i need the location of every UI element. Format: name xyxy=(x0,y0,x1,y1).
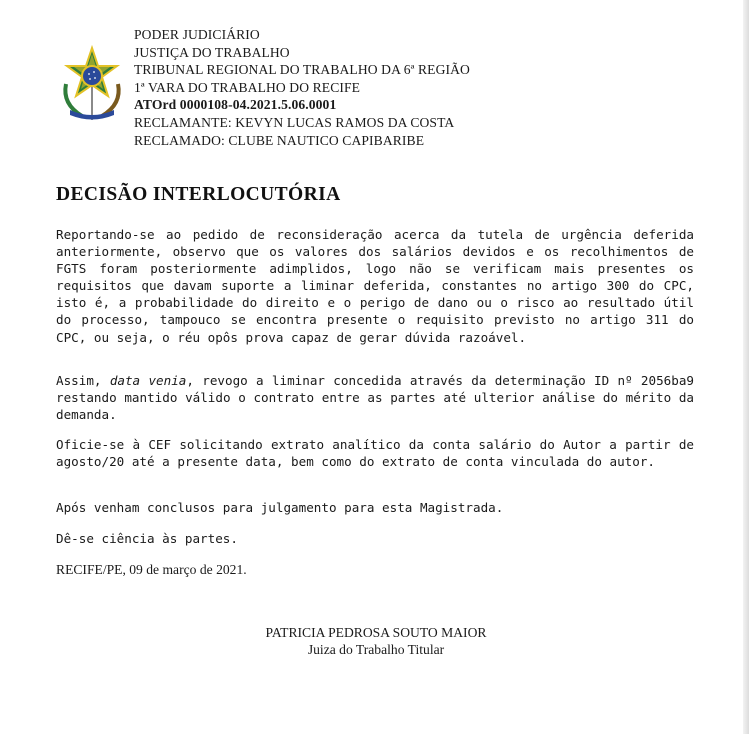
paragraph-conclusion: Após venham conclusos para julgamento para esta Magistrada. xyxy=(56,500,504,515)
date-line: RECIFE/PE, 09 de março de 2021. xyxy=(56,562,247,577)
header-line-labor-justice: JUSTIÇA DO TRABALHO xyxy=(134,44,290,60)
paragraph-revocation xyxy=(56,372,694,423)
header-line-judiciary: PODER JUDICIÁRIO xyxy=(134,27,260,42)
paragraph-reconsideration: Reportando-se ao pedido de reconsideração acerca da tutela de urgência deferida anteriormente, observo que os valores dos salários devidos e os recolhimentos de FGTS foram posteriormente adimplidos, logo não se verificam mais presentes os requisitos que davam suporte a liminar deferida, constantes no artigo 300 do CPC, isto é, a probabilidade do direito e o perigo de dano ou o risco ao resultado útil do processo, tampouco se encontra presente o requisito previsto no artigo 311 do CPC, ou seja, o réu opôs prova capaz de gerar dúvida razoável. xyxy=(56,227,694,345)
page-edge-shadow xyxy=(743,0,749,734)
brazil-coat-of-arms-icon xyxy=(56,44,128,124)
judge-role: Juiza do Trabalho Titular xyxy=(307,642,445,657)
defendant-line: RECLAMADO: CLUBE NAUTICO CAPIBARIBE xyxy=(134,132,425,148)
paragraph-notice: Dê-se ciência às partes. xyxy=(56,531,238,546)
paragraph-revocation-post: , revogo a liminar concedida através da determinação ID nº 2056ba9 restando mantido válido o contrato entre as partes até ulterior análise do mérito da demanda. xyxy=(56,373,695,423)
signature-block xyxy=(226,624,526,658)
court-header xyxy=(134,26,470,149)
header-line-regional-court: TRIBUNAL REGIONAL DO TRABALHO DA 6ª REGIÃO xyxy=(134,62,470,78)
paragraph-revocation-pre: Assim, xyxy=(56,373,110,388)
claimant-line: RECLAMANTE: KEVYN LUCAS RAMOS DA COSTA xyxy=(134,114,455,130)
paragraph-cef-request: Oficie-se à CEF solicitando extrato analítico da conta salário do Autor a partir de agosto/20 até a presente data, bem como do extrato de conta vinculada do autor. xyxy=(56,437,694,470)
judge-name: PATRICIA PEDROSA SOUTO MAIOR xyxy=(265,625,487,640)
case-number: ATOrd 0000108-04.2021.5.06.0001 xyxy=(134,97,337,113)
document-title: DECISÃO INTERLOCUTÓRIA xyxy=(56,184,341,205)
header-line-labor-court: 1ª VARA DO TRABALHO DO RECIFE xyxy=(134,79,361,95)
paragraph-revocation-latin: data venia xyxy=(109,373,187,388)
